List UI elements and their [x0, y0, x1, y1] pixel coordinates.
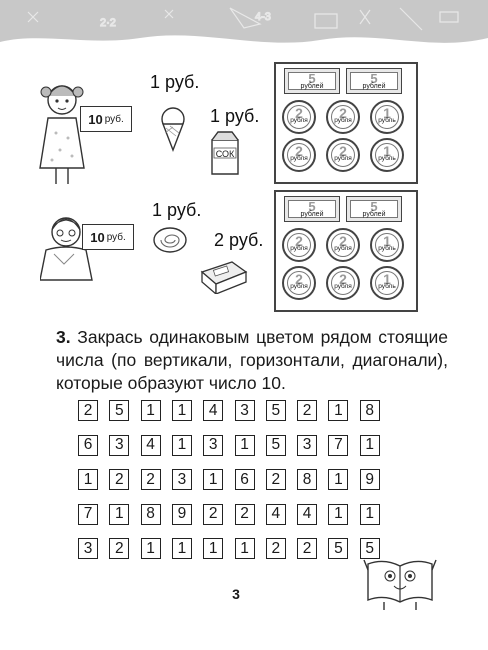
grid-cell[interactable]: 5: [360, 538, 380, 559]
coin-1-rub: [370, 100, 404, 134]
banknote-value: 5: [308, 199, 316, 214]
grid-cell[interactable]: 8: [141, 504, 161, 525]
grid-cell[interactable]: 2: [266, 469, 286, 490]
coin-label: рубль: [378, 283, 396, 290]
banknote-5-rubles: [284, 68, 340, 94]
juice-label: СОК: [215, 149, 235, 159]
grid-cell[interactable]: 5: [109, 400, 129, 421]
grid-cell[interactable]: 2: [203, 504, 223, 525]
coin-value: 1: [383, 233, 391, 249]
grid-cell[interactable]: 4: [297, 504, 317, 525]
price-candy-box: 2 руб.: [214, 230, 264, 250]
svg-text:4-3: 4-3: [255, 11, 271, 23]
banknote-5-rubles: [346, 196, 402, 222]
task-3: [56, 326, 448, 395]
grid-cell[interactable]: 8: [360, 400, 380, 421]
banknote-label: рублей: [362, 83, 386, 90]
grid-cell[interactable]: 1: [109, 504, 129, 525]
grid-cell[interactable]: 4: [141, 435, 161, 456]
banknote-value: 5: [370, 71, 378, 86]
grid-cell[interactable]: 1: [203, 469, 223, 490]
grid-cell[interactable]: 1: [328, 469, 348, 490]
coin-2-rub: [282, 100, 316, 134]
coin-2-rub: [326, 100, 360, 134]
coin-1-rub: [370, 228, 404, 262]
coin-label: рубля: [334, 155, 352, 162]
grid-cell[interactable]: 6: [235, 469, 255, 490]
grid-cell[interactable]: 1: [172, 400, 192, 421]
grid-cell[interactable]: 5: [266, 435, 286, 456]
coin-label: рубль: [378, 155, 396, 162]
grid-cell[interactable]: 4: [266, 504, 286, 525]
banknote-5-rubles: [284, 196, 340, 222]
price-juice: 1 руб.: [210, 106, 260, 126]
coin-2-rub: [282, 266, 316, 300]
ice-cream-icon: [158, 106, 188, 152]
coin-2-rub: [326, 266, 360, 300]
grid-cell[interactable]: 1: [172, 435, 192, 456]
coin-1-rub: [370, 266, 404, 300]
grid-cell[interactable]: 7: [328, 435, 348, 456]
price-bun: 1 руб.: [152, 200, 202, 220]
banknote-value: 5: [370, 199, 378, 214]
girl-illustration: [38, 78, 90, 188]
task-number: 3.: [56, 327, 71, 347]
coin-label: рубль: [378, 117, 396, 124]
coin-value: 2: [339, 271, 347, 287]
girl-money-sign: 10 руб.: [80, 106, 132, 132]
banknote-5-rubles: [346, 68, 402, 94]
coin-value: 1: [383, 143, 391, 159]
banknote-label: рублей: [362, 211, 386, 218]
coin-value: 2: [339, 233, 347, 249]
coin-label: рубля: [334, 283, 352, 290]
grid-cell[interactable]: 5: [328, 538, 348, 559]
grid-cell[interactable]: 2: [266, 538, 286, 559]
grid-cell[interactable]: 1: [203, 538, 223, 559]
coin-2-rub: [326, 138, 360, 172]
grid-cell[interactable]: 1: [141, 538, 161, 559]
grid-cell[interactable]: 2: [109, 538, 129, 559]
grid-cell[interactable]: 1: [360, 435, 380, 456]
grid-cell[interactable]: 3: [297, 435, 317, 456]
grid-cell[interactable]: 2: [141, 469, 161, 490]
coin-value: 2: [295, 105, 303, 121]
coin-label: рубля: [290, 117, 308, 124]
coin-value: 2: [295, 271, 303, 287]
coin-1-rub: [370, 138, 404, 172]
coin-value: 2: [295, 233, 303, 249]
coin-label: рубля: [290, 245, 308, 252]
page-number: 3: [232, 586, 240, 602]
price-ice-cream: 1 руб.: [150, 72, 200, 92]
grid-cell[interactable]: 2: [109, 469, 129, 490]
grid-cell[interactable]: 3: [172, 469, 192, 490]
coin-label: рубля: [290, 283, 308, 290]
grid-cell[interactable]: 1: [141, 400, 161, 421]
grid-cell[interactable]: 8: [297, 469, 317, 490]
grid-cell[interactable]: 1: [235, 538, 255, 559]
coin-value: 2: [295, 143, 303, 159]
coin-value: 1: [383, 105, 391, 121]
header-band: [0, 0, 488, 58]
grid-cell[interactable]: 2: [297, 400, 317, 421]
grid-cell[interactable]: 5: [266, 400, 286, 421]
grandma-money-sign: 10 руб.: [82, 224, 134, 250]
grid-cell[interactable]: 1: [360, 504, 380, 525]
grid-cell[interactable]: 3: [109, 435, 129, 456]
coin-label: рубль: [378, 245, 396, 252]
grid-cell[interactable]: 7: [78, 504, 98, 525]
grid-cell[interactable]: 1: [172, 538, 192, 559]
coin-value: 1: [383, 271, 391, 287]
grid-cell[interactable]: 1: [78, 469, 98, 490]
grid-cell[interactable]: 9: [360, 469, 380, 490]
grid-cell[interactable]: 3: [203, 435, 223, 456]
coin-2-rub: [326, 228, 360, 262]
grid-cell[interactable]: 4: [203, 400, 223, 421]
svg-text:2·2: 2·2: [100, 17, 116, 29]
coin-2-rub: [282, 138, 316, 172]
grid-cell[interactable]: 1: [328, 400, 348, 421]
grid-cell[interactable]: 1: [235, 435, 255, 456]
grid-cell[interactable]: 3: [78, 538, 98, 559]
grid-cell[interactable]: 9: [172, 504, 192, 525]
task-text: Закрась одинаковым цветом рядом стоящие числа (по вертикали, горизонтали, диагонали), которые образуют число 10.: [56, 327, 448, 393]
book-mascot-icon: [362, 550, 438, 612]
grid-cell[interactable]: 6: [78, 435, 98, 456]
grid-cell[interactable]: 2: [235, 504, 255, 525]
banknote-label: рублей: [300, 211, 324, 218]
banknote-label: рублей: [300, 83, 324, 90]
banknote-value: 5: [308, 71, 316, 86]
coin-label: рубля: [334, 117, 352, 124]
coin-label: рубля: [334, 245, 352, 252]
candy-box-icon: [198, 258, 248, 294]
coin-2-rub: [282, 228, 316, 262]
grid-cell[interactable]: 2: [297, 538, 317, 559]
coin-label: рубля: [290, 155, 308, 162]
coin-value: 2: [339, 105, 347, 121]
coin-value: 2: [339, 143, 347, 159]
grid-cell[interactable]: 2: [78, 400, 98, 421]
grid-cell[interactable]: 1: [328, 504, 348, 525]
grid-cell[interactable]: 3: [235, 400, 255, 421]
bun-icon: [152, 226, 188, 254]
